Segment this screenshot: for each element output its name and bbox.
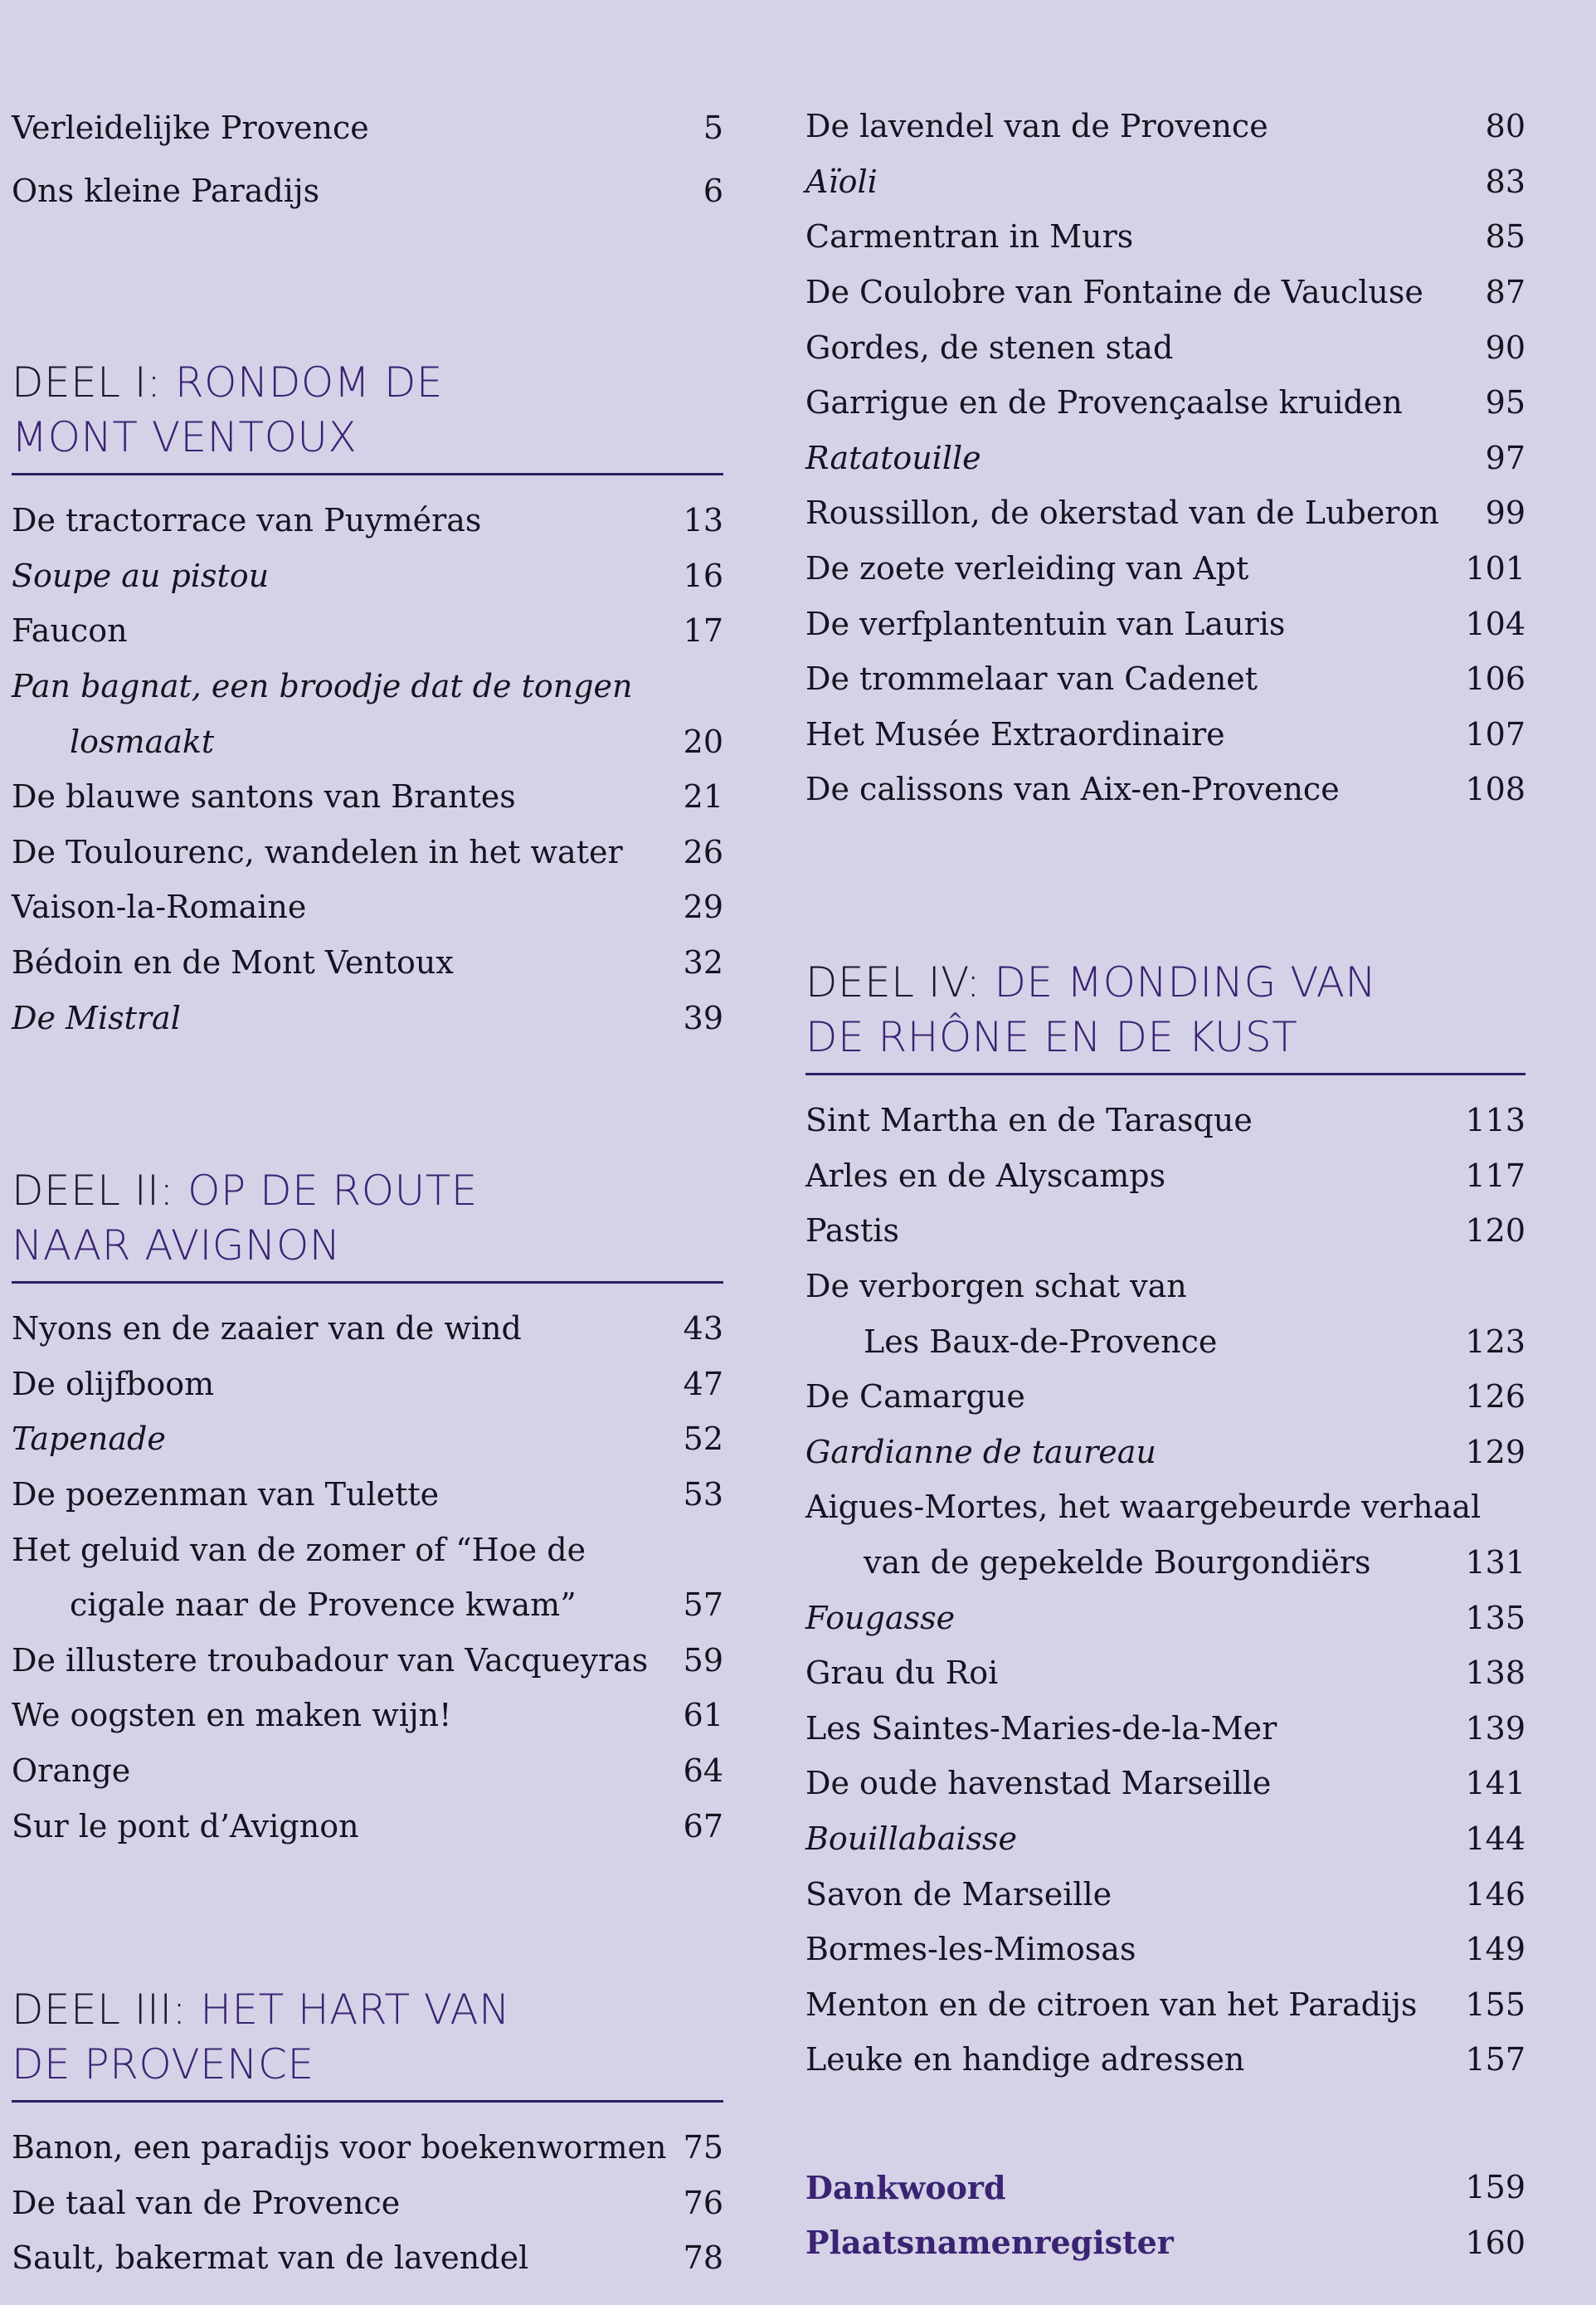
entry-title[interactable]: Nyons en de zaaier van de wind	[12, 1310, 522, 1347]
entry-title[interactable]: Pastis	[805, 1212, 899, 1250]
entry-title[interactable]: Aïoli	[805, 163, 878, 200]
toc-entry[interactable]	[805, 1148, 1525, 1204]
toc-entry[interactable]	[805, 651, 1525, 707]
entry-title[interactable]: Roussillon, de okerstad van de Luberon	[805, 495, 1439, 532]
toc-entry[interactable]	[805, 319, 1525, 375]
toc-entry[interactable]	[12, 769, 723, 825]
toc-entry[interactable]	[805, 1977, 1525, 2033]
part-number: DEEL II:	[12, 1167, 174, 1215]
entry-page-number: 32	[683, 944, 723, 982]
heading-line-1	[12, 355, 723, 410]
entry-page-number: 120	[1465, 1212, 1525, 1250]
entry-page-number: 78	[683, 2239, 723, 2277]
toc-entry[interactable]	[12, 548, 723, 604]
toc-entry[interactable]	[805, 1701, 1525, 1757]
entry-title[interactable]: Sault, bakermat van de lavendel	[12, 2239, 529, 2277]
entry-page-number: 123	[1465, 1323, 1525, 1360]
entry-title[interactable]: De lavendel van de Provence	[805, 108, 1268, 145]
entry-title[interactable]: Banon, een paradijs voor boekenwormen	[12, 2129, 667, 2166]
entry-page-number: 39	[683, 999, 723, 1036]
entry-page-number: 104	[1465, 605, 1525, 642]
toc-entry[interactable]	[805, 1811, 1525, 1867]
part-title-2: DE PROVENCE	[12, 2040, 314, 2088]
toc-entry-line	[12, 1522, 723, 1577]
toc-entry[interactable]	[12, 935, 723, 991]
part-heading	[805, 955, 1525, 1065]
entry-page-number: 90	[1485, 329, 1525, 366]
entry-page-number: 113	[1465, 1102, 1525, 1139]
entry-title[interactable]: Fougasse	[805, 1599, 956, 1636]
toc-entry[interactable]	[12, 493, 723, 548]
entry-page-number: 146	[1465, 1875, 1525, 1913]
entry-title[interactable]: Tapenade	[12, 1421, 166, 1458]
toc-entry[interactable]	[12, 603, 723, 659]
entry-title[interactable]: Ratatouille	[805, 439, 981, 476]
entry-page-number: 75	[683, 2129, 723, 2166]
entry-page-number: 5	[703, 110, 723, 146]
entry-page-number: 53	[683, 1476, 723, 1513]
entry-title[interactable]: Gardianne de taureau	[805, 1433, 1156, 1470]
toc-entry[interactable]	[805, 209, 1525, 265]
entry-page-number: 13	[683, 502, 723, 539]
entry-title[interactable]: Arles en de Alyscamps	[805, 1157, 1166, 1194]
entry-page-number: 139	[1465, 1709, 1525, 1747]
part-3	[12, 1982, 723, 2286]
toc-entry[interactable]	[12, 1357, 723, 1412]
toc-entry[interactable]	[805, 1756, 1525, 1811]
entry-page-number: 29	[683, 889, 723, 926]
entry-title[interactable]: De Coulobre van Fontaine de Vaucluse	[805, 274, 1423, 311]
part-heading	[12, 1982, 723, 2092]
toc-entry[interactable]	[12, 1467, 723, 1523]
entry-title[interactable]: De tractorrace van Puyméras	[12, 502, 482, 539]
entry-title[interactable]: Menton en de citroen van het Paradijs	[805, 1986, 1418, 2023]
entry-page-number: 141	[1465, 1765, 1525, 1802]
entry-page-number: 16	[683, 557, 723, 594]
entry-page-number: 131	[1465, 1544, 1525, 1581]
entry-title[interactable]: Dankwoord	[805, 2168, 1006, 2206]
entry-title[interactable]: Leuke en handige adressen	[805, 2041, 1245, 2078]
toc-entry[interactable]	[805, 1203, 1525, 1259]
part-title-1: OP DE ROUTE	[173, 1167, 478, 1215]
entry-page-number: 26	[683, 833, 723, 870]
entry-page-number: 47	[683, 1365, 723, 1402]
toc-entry[interactable]	[805, 1425, 1525, 1480]
entry-page-number: 67	[683, 1807, 723, 1844]
toc-entry[interactable]	[12, 825, 723, 880]
entry-page-number: 43	[683, 1310, 723, 1347]
entry-title[interactable]: De oude havenstad Marseille	[805, 1765, 1272, 1802]
heading-line-1	[12, 1982, 723, 2037]
entry-page-number: 61	[683, 1697, 723, 1734]
heading-line-1	[805, 955, 1525, 1010]
entry-title[interactable]: De olijfboom	[12, 1365, 215, 1402]
part-heading	[12, 355, 723, 465]
toc-entry[interactable]	[12, 990, 723, 1045]
toc-entry[interactable]	[805, 707, 1525, 763]
toc-entry[interactable]	[805, 1093, 1525, 1148]
entry-page-number: 59	[683, 1641, 723, 1679]
entry-title[interactable]: Savon de Marseille	[805, 1875, 1112, 1913]
toc-entry[interactable]	[12, 1577, 723, 1633]
entry-title-continued[interactable]: cigale naar de Provence kwam”	[70, 1586, 577, 1624]
entry-title[interactable]: De Toulourenc, wandelen in het water	[12, 833, 623, 870]
part-title-2: MONT VENTOUX	[12, 413, 358, 461]
part-title-2: NAAR AVIGNON	[12, 1221, 341, 1269]
part-3-continued	[805, 99, 1525, 817]
entry-page-number: 17	[683, 612, 723, 650]
entry-title[interactable]: Bormes-les-Mimosas	[805, 1931, 1136, 1968]
toc-entry[interactable]	[12, 880, 723, 935]
toc-entry[interactable]	[12, 2176, 723, 2231]
toc-entry[interactable]	[805, 1535, 1525, 1591]
entry-page-number: 135	[1465, 1599, 1525, 1636]
toc-entry[interactable]	[805, 154, 1525, 210]
entry-page-number: 57	[683, 1586, 723, 1624]
entry-page-number: 108	[1465, 771, 1525, 808]
entry-page-number: 107	[1465, 715, 1525, 753]
entry-title[interactable]: De poezenman van Tulette	[12, 1476, 440, 1513]
part-4	[805, 955, 1525, 2088]
entry-page-number: 21	[683, 778, 723, 816]
entry-page-number: 126	[1465, 1378, 1525, 1416]
part-title-2: DE RHÔNE EN DE KUST	[805, 1013, 1298, 1061]
entry-title[interactable]: De blauwe santons van Brantes	[12, 778, 516, 816]
part-number: DEEL IV:	[805, 958, 981, 1006]
entry-title[interactable]: Faucon	[12, 612, 128, 650]
entry-page-number: 85	[1485, 218, 1525, 256]
toc-entry[interactable]	[805, 1922, 1525, 1977]
entry-title[interactable]: Verleidelijke Provence	[12, 110, 369, 146]
entry-title[interactable]: Het Musée Extraordinaire	[805, 715, 1225, 753]
entry-page-number: 20	[683, 723, 723, 760]
intro-list	[12, 96, 723, 222]
entry-page-number: 6	[703, 173, 723, 209]
entry-title[interactable]: Garrigue en de Provençaalse kruiden	[805, 384, 1403, 422]
entry-page-number: 157	[1465, 2041, 1525, 2078]
toc-entry[interactable]	[12, 1411, 723, 1467]
entry-title[interactable]: De calissons van Aix-en-Provence	[805, 771, 1340, 808]
entry-title-continued[interactable]: Les Baux-de-Provence	[864, 1323, 1218, 1360]
entry-page-number: 64	[683, 1752, 723, 1790]
entry-page-number: 99	[1485, 495, 1525, 532]
spacer	[12, 1284, 723, 1301]
part-title-1: DE MONDING VAN	[980, 958, 1377, 1006]
entry-title[interactable]: Carmentran in Murs	[805, 218, 1134, 256]
toc-entry[interactable]	[12, 1743, 723, 1799]
left-column	[12, 0, 723, 2305]
entry-page-number: 138	[1465, 1654, 1525, 1692]
heading-line-1	[12, 1163, 723, 1218]
entry-title[interactable]: De trommelaar van Cadenet	[805, 660, 1258, 698]
entry-page-number: 76	[683, 2184, 723, 2221]
entry-title-continued[interactable]: van de gepekelde Bourgondiërs	[864, 1544, 1371, 1581]
toc-entry[interactable]	[805, 1866, 1525, 1922]
entry-page-number: 80	[1485, 108, 1525, 145]
part-title-1: HET HART VAN	[187, 1986, 511, 2034]
toc-entry[interactable]	[805, 541, 1525, 597]
entry-title[interactable]: De taal van de Provence	[12, 2184, 401, 2221]
toc-entry[interactable]	[805, 762, 1525, 817]
toc-entry[interactable]	[12, 1301, 723, 1357]
toc-entry[interactable]	[12, 1798, 723, 1854]
toc-entry[interactable]	[12, 2230, 723, 2286]
part-title-1: RONDOM DE	[161, 358, 443, 407]
spacer	[12, 475, 723, 493]
entry-page-number: 95	[1485, 384, 1525, 422]
toc-entry[interactable]	[805, 1313, 1525, 1369]
entry-title[interactable]: Grau du Roi	[805, 1654, 999, 1692]
toc-entry-line	[805, 1259, 1525, 1314]
part-number: DEEL III:	[12, 1986, 187, 2034]
entry-title[interactable]: Soupe au pistou	[12, 557, 270, 594]
entry-page-number: 129	[1465, 1433, 1525, 1470]
entry-title[interactable]: Sint Martha en de Tarasque	[805, 1102, 1253, 1139]
toc-entry[interactable]	[12, 2120, 723, 2176]
backmatter-list	[805, 2160, 1525, 2270]
entry-title[interactable]: Ons kleine Paradijs	[12, 173, 320, 209]
toc-entry[interactable]	[805, 431, 1525, 486]
entry-page-number: 83	[1485, 163, 1525, 200]
toc-entry-line	[12, 659, 723, 714]
toc-entry[interactable]	[12, 1633, 723, 1689]
part-number: DEEL I:	[12, 358, 162, 407]
toc-entry[interactable]	[805, 2032, 1525, 2088]
toc-entry[interactable]	[805, 1590, 1525, 1645]
toc-entry[interactable]	[805, 596, 1525, 651]
toc-entry[interactable]	[12, 1688, 723, 1743]
entry-page-number: 144	[1465, 1820, 1525, 1858]
right-column	[805, 0, 1525, 2305]
entry-page-number: 149	[1465, 1931, 1525, 1968]
entry-title[interactable]: Vaison-la-Romaine	[12, 889, 307, 926]
toc-entry[interactable]	[805, 2160, 1525, 2215]
entry-page-number: 159	[1465, 2169, 1525, 2206]
toc-entry[interactable]	[805, 99, 1525, 154]
toc-entry[interactable]	[805, 375, 1525, 431]
entry-title-continued[interactable]: losmaakt	[70, 723, 215, 760]
entry-title[interactable]: Orange	[12, 1752, 131, 1790]
spacer	[12, 2103, 723, 2120]
entry-page-number: 52	[683, 1421, 723, 1458]
toc-entry[interactable]	[805, 1369, 1525, 1425]
entry-title[interactable]: Sur le pont d’Avignon	[12, 1807, 359, 1844]
entry-title[interactable]: Bédoin en de Mont Ventoux	[12, 944, 454, 982]
part-heading	[12, 1163, 723, 1273]
toc-entry[interactable]	[12, 714, 723, 769]
toc-entry-line	[805, 1479, 1525, 1535]
entry-title[interactable]: We oogsten en maken wijn!	[12, 1697, 452, 1734]
entry-page-number: 117	[1465, 1157, 1525, 1194]
entry-page-number: 87	[1485, 274, 1525, 311]
entry-title[interactable]: Pan bagnat, een broodje dat de tongen	[12, 668, 633, 705]
toc-entry[interactable]	[805, 265, 1525, 320]
entry-title[interactable]: De Camargue	[805, 1378, 1025, 1416]
entry-title[interactable]: De zoete verleiding van Apt	[805, 550, 1249, 587]
entry-page-number: 101	[1465, 550, 1525, 587]
entry-title[interactable]: Het geluid van de zomer of “Hoe de	[12, 1531, 586, 1568]
entry-title[interactable]: De Mistral	[12, 999, 181, 1036]
entry-title[interactable]: Gordes, de stenen stad	[805, 329, 1174, 366]
spacer	[805, 1075, 1525, 1093]
toc-entry[interactable]	[805, 2215, 1525, 2271]
entry-title[interactable]: Aigues-Mortes, het waargebeurde verhaal	[805, 1489, 1482, 1526]
entry-title[interactable]: Les Saintes-Maries-de-la-Mer	[805, 1709, 1277, 1747]
toc-entry[interactable]	[805, 485, 1525, 541]
part-2	[12, 1163, 723, 1854]
entry-title[interactable]: De illustere troubadour van Vacqueyras	[12, 1641, 649, 1679]
part-1	[12, 355, 723, 1045]
entry-title[interactable]: De verfplantentuin van Lauris	[805, 605, 1286, 642]
entry-title[interactable]: De verborgen schat van	[805, 1268, 1187, 1305]
toc-entry[interactable]	[12, 96, 723, 159]
toc-entry[interactable]	[805, 1645, 1525, 1701]
entry-page-number: 160	[1465, 2224, 1525, 2261]
entry-title[interactable]: Plaatsnamenregister	[805, 2224, 1174, 2262]
entry-page-number: 155	[1465, 1986, 1525, 2023]
entry-page-number: 97	[1485, 439, 1525, 476]
toc-entry[interactable]	[12, 159, 723, 222]
entry-title[interactable]: Bouillabaisse	[805, 1820, 1018, 1858]
entry-page-number: 106	[1465, 660, 1525, 698]
